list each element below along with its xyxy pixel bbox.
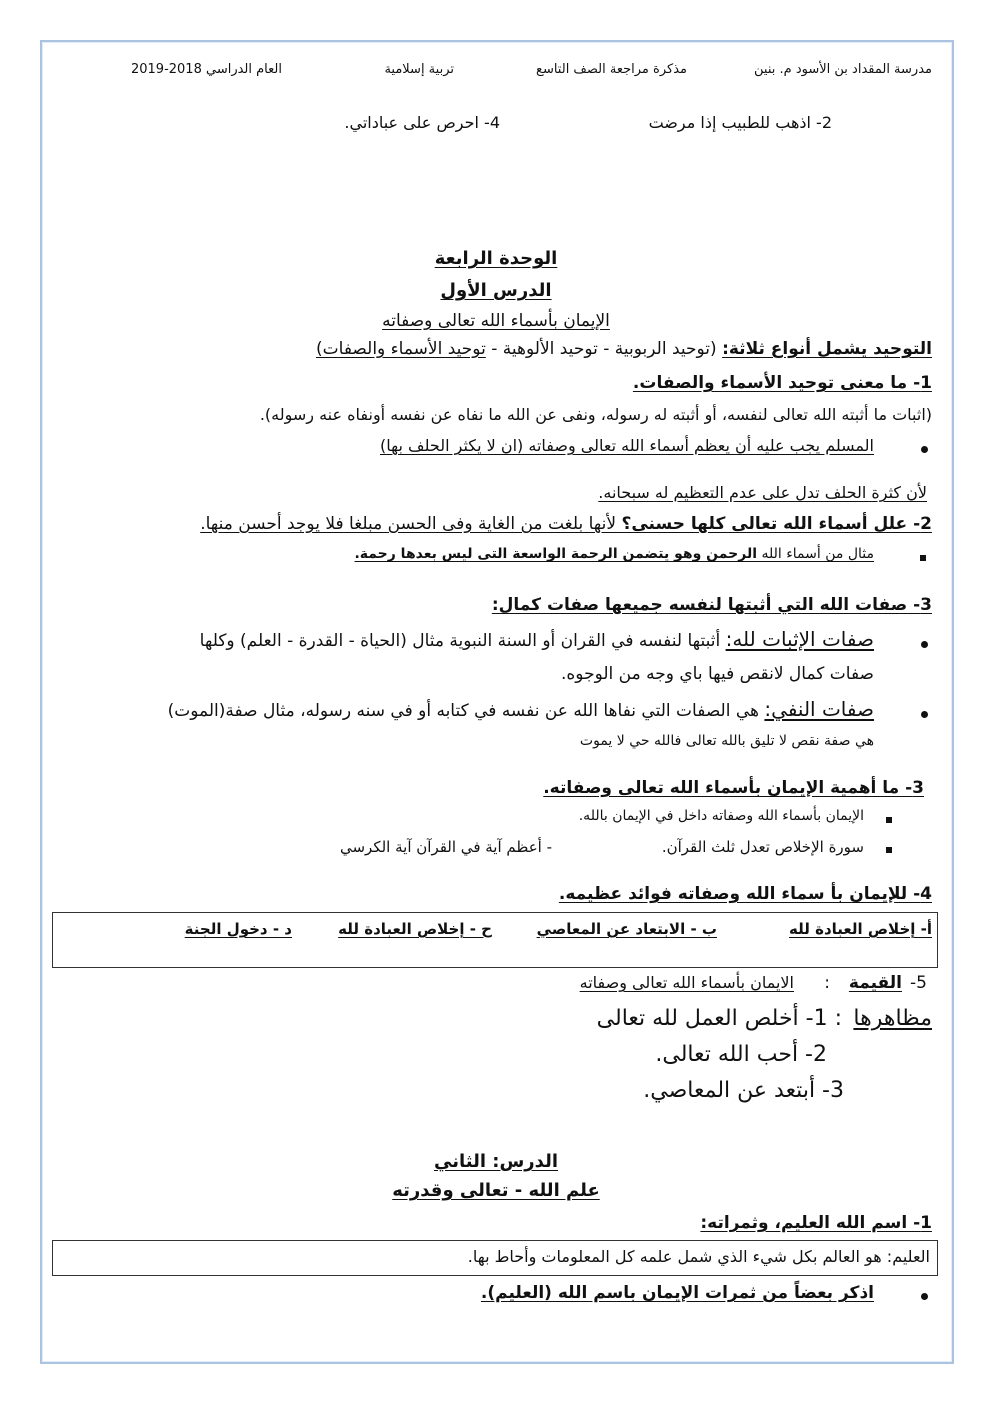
- q5-value: الايمان بأسماء الله تعالى وصفاته: [579, 973, 794, 992]
- q3b-item-1: الإيمان بأسماء الله وصفاته داخل في الإيمان بالله.: [578, 808, 864, 824]
- subject-name: تربية إسلامية: [384, 62, 454, 77]
- q4-option-c: ح - إخلاص العبادة لله: [338, 920, 492, 938]
- top-item-4: 4- احرص على عباداتي.: [344, 113, 500, 132]
- q3-negative-line-2: هي صفة نقص لا تليق بالله تعالى فالله حي لا يموت: [579, 733, 874, 749]
- q5-num: 5-: [910, 973, 927, 993]
- q2-label: 2- علل أسماء الله تعالى كلها حسنى؟: [621, 514, 932, 534]
- q3-negative-text: هي الصفات التي نفاها الله عن نفسه في كتابه أو في سنه رسوله، مثال صفة(الموت): [167, 701, 765, 721]
- tawheed-names-attributes: توحيد الأسماء والصفات): [316, 339, 486, 359]
- q2-example: [354, 546, 874, 562]
- mazaher-item-2: 2- أحب الله تعالى.: [655, 1042, 827, 1067]
- lesson2-title: الدرس: الثاني: [434, 1151, 558, 1172]
- bullet-icon: [921, 446, 928, 453]
- bullet-icon: [921, 1293, 928, 1300]
- q2-example-text: الرحمن وهو يتضمن الرحمة الواسعة التى ليس بعدها رحمة.: [354, 546, 758, 562]
- mazaher-item-1: : 1- أخلص العمل لله تعالى: [596, 1006, 842, 1031]
- q4-title: 4- للإيمان بأ سماء الله وصفاته فوائد عظيمه.: [558, 884, 932, 904]
- bullet-icon: [921, 641, 928, 648]
- q4-option-d: د - دخول الجنة: [184, 920, 292, 938]
- q3b-item-2: سورة الإخلاص تعدل ثلث القرآن.: [661, 838, 864, 856]
- lesson-topic: الإيمان بأسماء الله تعالى وصفاته: [382, 311, 610, 331]
- q3-positive-text: أثبتها لنفسه في القران أو السنة النبوية مثال (الحياة - القدرة - العلم) وكلها: [199, 631, 726, 651]
- school-year: العام الدراسي 2018-2019: [130, 62, 282, 77]
- q2-answer: لأنها بلغت من الغاية وفى الحسن مبلغا فلا يوجد أحسن منها.: [200, 514, 622, 534]
- tawheed-line: [316, 339, 932, 359]
- q3-positive-line-1: [200, 627, 874, 651]
- q3-positive-label: صفات الإثبات لله:: [725, 627, 874, 651]
- lesson2-q1: 1- اسم الله العليم، وثمراته:: [700, 1213, 932, 1233]
- memo-title: مذكرة مراجعة الصف التاسع: [536, 62, 687, 77]
- unit-title: الوحدة الرابعة: [434, 248, 558, 269]
- q3-negative-line-1: [168, 697, 874, 721]
- q2-example-label: مثال من أسماء الله: [757, 546, 874, 562]
- q3-title: 3- صفات الله التي أثبتها لنفسه جميعها صفات كمال:: [491, 595, 932, 615]
- q1-bullet: المسلم يجب عليه أن يعظم أسماء الله تعالى وصفاته (ان لا يكثر الحلف بها): [379, 436, 874, 455]
- q3b-item-2b: - أعظم آية في القرآن آية الكرسي: [339, 838, 552, 856]
- q3-negative-label: صفات النفي:: [764, 697, 874, 721]
- school-name: مدرسة المقداد بن الأسود م. بنين: [754, 62, 932, 77]
- bullet-icon: [921, 711, 928, 718]
- alim-definition: العليم: هو العالم بكل شيء الذي شمل علمه كل المعلومات وأحاط بها.: [467, 1247, 930, 1266]
- square-bullet-icon: [920, 555, 926, 561]
- q3b-title: 3- ما أهمية الإيمان بأسماء الله تعالى وصفاته.: [543, 778, 924, 798]
- q2-line: [200, 514, 932, 534]
- square-bullet-icon: [886, 847, 892, 853]
- q5-label: القيمة: [848, 973, 902, 993]
- tawheed-types: (توحيد الربوبية - توحيد الألوهية -: [485, 339, 717, 359]
- q3-positive-line-2: صفات كمال لانقص فيها باي وجه من الوجوه.: [560, 664, 874, 684]
- mazaher-label: مظاهرها: [853, 1006, 932, 1031]
- q5-colon: :: [824, 973, 830, 993]
- square-bullet-icon: [886, 817, 892, 823]
- q1-title: 1- ما معنى توحيد الأسماء والصفات.: [632, 373, 932, 393]
- top-item-2: 2- اذهب للطبيب إذا مرضت: [648, 113, 832, 132]
- q1-reason: لأن كثرة الحلف تدل على عدم التعظيم له سبحانه.: [598, 483, 927, 502]
- lesson2-topic: علم الله - تعالى وقدرته: [392, 1180, 600, 1201]
- mazaher-item-3: 3- أبتعد عن المعاصي.: [643, 1078, 844, 1103]
- q4-option-b: ب - الابتعاد عن المعاصي: [536, 920, 717, 938]
- lesson-title: الدرس الأول: [440, 280, 552, 301]
- lesson2-bullet: اذكر بعضاً من ثمرات الإيمان باسم الله (العليم).: [480, 1283, 874, 1303]
- q4-option-a: أ- إخلاص العبادة لله: [789, 920, 932, 938]
- q1-answer: (اثبات ما أثبته الله تعالى لنفسه، أو أثبته له رسوله، ونفى عن الله ما نفاه عن نفسه أونفاه عنه رسوله).: [259, 405, 932, 424]
- tawheed-label: التوحيد يشمل أنواع ثلاثة:: [722, 339, 932, 359]
